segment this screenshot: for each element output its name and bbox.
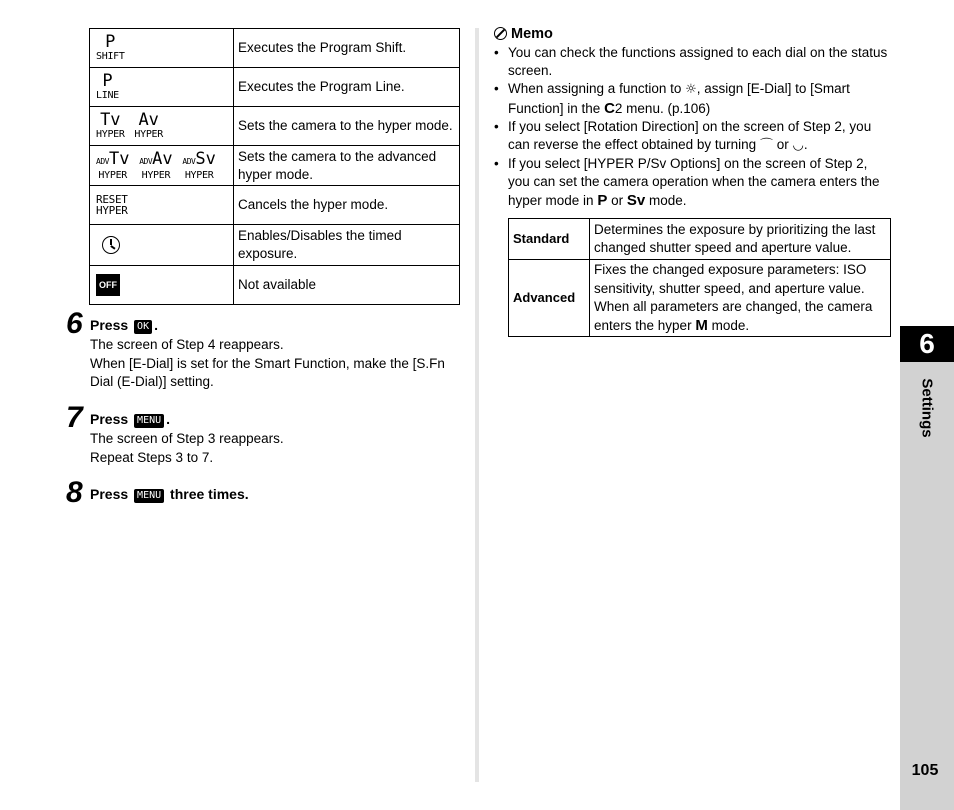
av-hyper-icon: Av HYPER <box>134 110 163 140</box>
tv-hyper-icon: Tv HYPER <box>96 110 125 140</box>
list-item: • When assigning a function to ☼, assign [E-Dial] to [Smart Function] in the C2 menu. (p.106) <box>494 80 890 117</box>
option-label: Advanced <box>509 260 590 337</box>
icon-cell <box>90 68 234 107</box>
function-desc: Not available <box>234 266 460 305</box>
memo-pencil-icon <box>494 27 507 40</box>
option-desc: Determines the exposure by prioritizing the last changed shutter speed and aperture value. <box>590 219 891 260</box>
list-item: • If you select [HYPER P/Sv Options] on the screen of Step 2, you can set the camera operation when the camera enters the hyper mode in P or Sv mode. <box>494 155 890 210</box>
chapter-number: 6 <box>900 326 954 362</box>
table-row <box>90 29 460 68</box>
icon-cell <box>90 146 234 186</box>
function-desc: Sets the camera to the hyper mode. <box>234 107 460 146</box>
step-body: The screen of Step 3 reappears. Repeat Steps 3 to 7. <box>90 431 284 465</box>
table-row <box>509 260 891 337</box>
function-desc: Sets the camera to the advanced hyper mode. <box>234 146 460 186</box>
chapter-side-tab <box>900 326 954 810</box>
icon-cell <box>90 107 234 146</box>
timer-icon <box>102 236 120 254</box>
step-number: 6 <box>66 307 83 340</box>
page-number: 105 <box>911 762 939 779</box>
c-menu-icon: C <box>604 99 615 117</box>
table-row <box>90 186 460 225</box>
table-row <box>90 225 460 266</box>
step-number: 8 <box>66 476 83 509</box>
step-number: 7 <box>66 401 83 434</box>
smart-dial-icon: ☼ <box>685 82 697 98</box>
turn-left-dial-icon: ⌒ <box>759 138 773 154</box>
m-mode-icon: M <box>695 316 708 334</box>
table-row <box>90 266 460 305</box>
function-desc: Cancels the hyper mode. <box>234 186 460 225</box>
p-shift-icon: P SHIFT <box>96 32 125 62</box>
off-icon: OFF <box>96 274 120 296</box>
option-desc: Fixes the changed exposure parameters: ISO sensitivity, shutter speed, and aperture value. When all parameters are changed, the camera enters the hyper M mode. <box>590 260 891 337</box>
memo-list <box>494 44 890 210</box>
turn-right-dial-icon: ◡ <box>792 138 804 154</box>
list-item: • If you select [Rotation Direction] on the screen of Step 2, you can reverse the effect obtained by turning ⌒ or ◡. <box>494 118 890 155</box>
memo-title: Memo <box>494 25 890 44</box>
step-heading: Press OK . <box>90 317 158 333</box>
table-row <box>90 107 460 146</box>
sv-mode-icon: Sv <box>626 191 646 209</box>
adv-sv-hyper-icon: ADVSv HYPER <box>182 148 216 181</box>
menu-button-icon: MENU <box>134 489 164 503</box>
hyper-options-table <box>508 218 891 337</box>
ok-button-icon: OK <box>134 320 152 334</box>
step-body: The screen of Step 4 reappears. When [E-Dial] is set for the Smart Function, make the [S.Fn Dial (E-Dial)] setting. <box>90 337 445 389</box>
chapter-label: Settings <box>918 378 936 438</box>
function-table <box>89 28 460 305</box>
p-mode-icon: P <box>597 191 608 209</box>
icon-cell <box>90 29 234 68</box>
column-divider <box>475 28 479 782</box>
menu-button-icon: MENU <box>134 414 164 428</box>
option-label: Standard <box>509 219 590 260</box>
memo-section <box>494 25 890 210</box>
table-row <box>90 68 460 107</box>
adv-av-hyper-icon: ADVAv HYPER <box>139 148 173 181</box>
function-desc: Enables/Disables the timed exposure. <box>234 225 460 266</box>
p-line-icon: P LINE <box>96 71 119 101</box>
table-row <box>90 146 460 186</box>
reset-hyper-icon: RESET HYPER <box>96 193 128 217</box>
function-desc: Executes the Program Line. <box>234 68 460 107</box>
adv-tv-hyper-icon: ADVTv HYPER <box>96 148 130 181</box>
icon-cell <box>90 266 234 305</box>
step-heading: Press MENU . <box>90 411 171 427</box>
step-heading: Press MENU three times. <box>90 486 249 502</box>
list-item: • You can check the functions assigned to each dial on the status screen. <box>494 44 890 80</box>
table-row <box>509 219 891 260</box>
function-desc: Executes the Program Shift. <box>234 29 460 68</box>
icon-cell <box>90 186 234 225</box>
icon-cell <box>90 225 234 266</box>
